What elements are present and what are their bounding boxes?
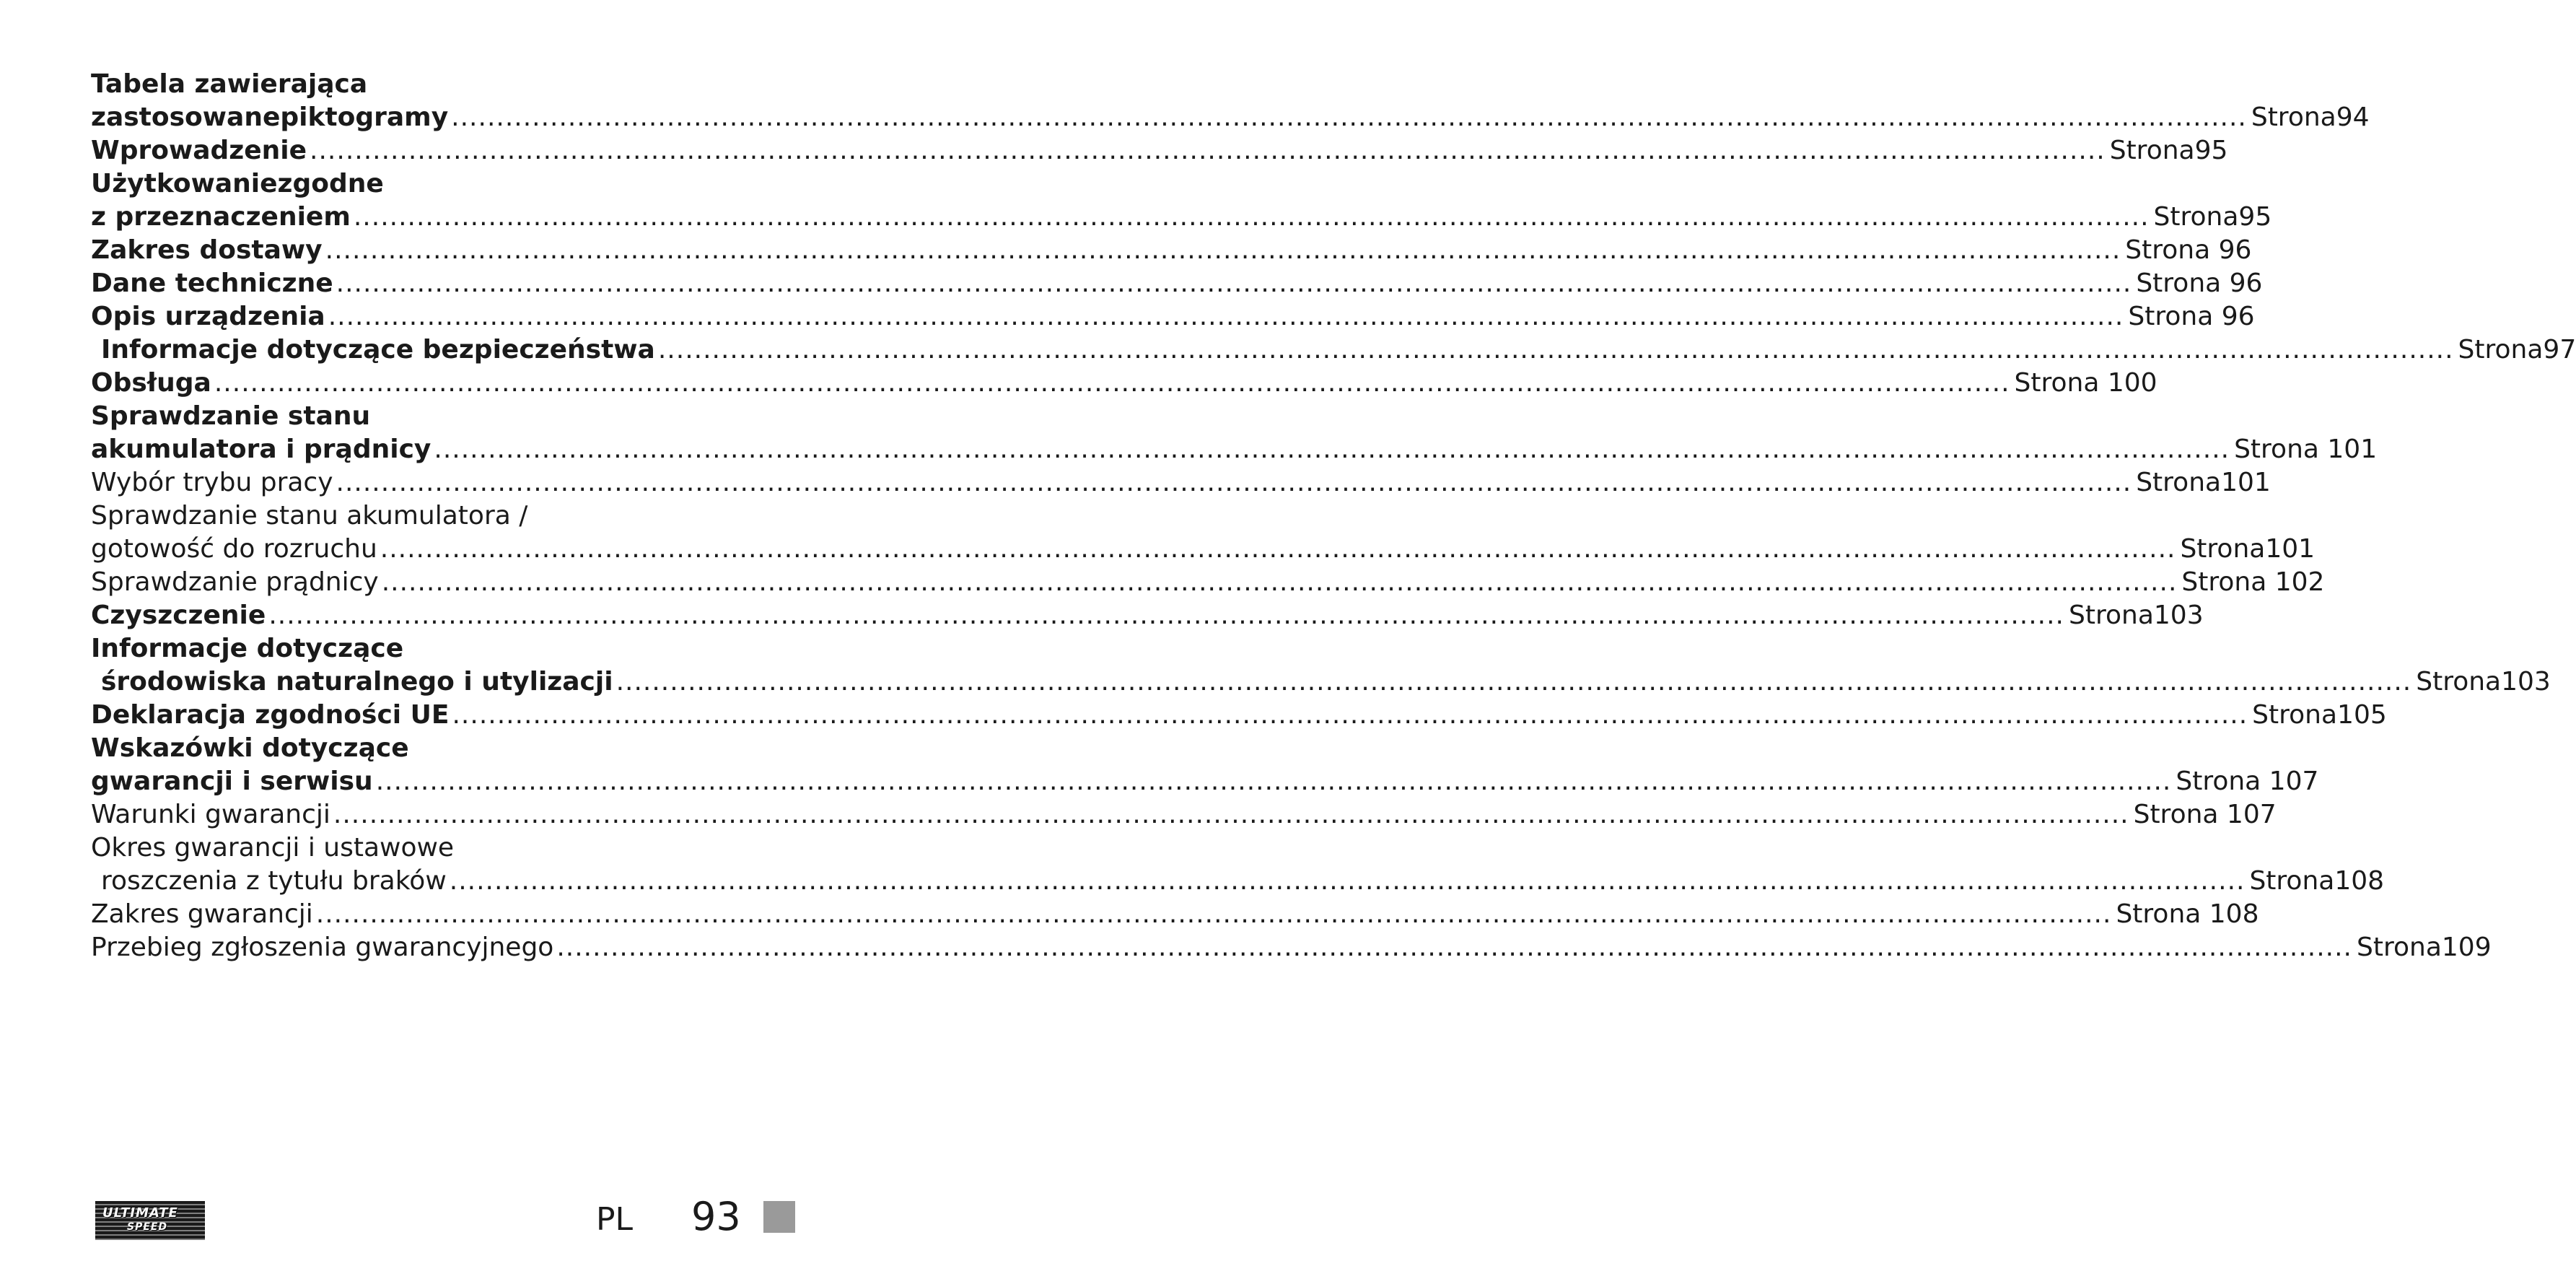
toc-entry-title: Wskazówki dotyczące [91,733,409,763]
toc-entry-title: akumulatora i prądnicy [91,435,431,464]
toc-entry-page: Strona 100 [2014,368,2157,398]
toc-leader-dots: ........................................................................................................................................................................................................ [451,102,2247,132]
toc-entry-title: Wprowadzenie [91,136,307,165]
toc-leader-dots: ........................................................................................................................................................................................................ [375,767,2172,796]
toc-entry-title: Czyszczenie [91,601,266,630]
toc-leader-dots: ........................................................................................................................................................................................................ [449,866,2246,896]
toc-entry [91,931,2492,964]
toc-entry-title: środowiska naturalnego i utylizacji [101,667,613,697]
toc-entry-title: z przeznaczeniem [91,202,351,232]
toc-entry-title: Okres gwarancji i ustawowe [91,833,455,863]
toc-entry-title: gotowość do rozruchu [91,534,377,564]
toc-entry-page: Strona 107 [2176,767,2319,796]
toc-entry-title: Zakres gwarancji [91,899,313,929]
toc-entry [91,101,2370,134]
toc-entry [91,367,2157,400]
toc-entry-title: Sprawdzanie prądnicy [91,567,379,597]
toc-entry-title: Dane techniczne [91,269,333,298]
toc-entry-page: Strona95 [2153,202,2272,232]
toc-entry [91,300,2255,333]
toc-entry [91,765,2319,798]
toc-entry [91,433,2378,466]
toc-leader-dots: ........................................................................................................................................................................................................ [310,136,2106,165]
toc-entry [91,898,2259,931]
toc-entry-title: roszczenia z tytułu braków [101,866,447,896]
toc-entry-title: Sprawdzanie stanu [91,401,371,431]
toc-leader-dots: ........................................................................................................................................................................................................ [434,435,2230,464]
toc-entry-page: Strona94 [2251,102,2370,132]
toc-entry-page: Strona103 [2416,667,2551,697]
toc-entry [91,134,2228,167]
toc-entry-title: Opis urządzenia [91,302,325,331]
toc-leader-dots: ........................................................................................................................................................................................................ [336,269,2132,298]
toc-entry [91,599,2204,632]
toc-entry-page: Strona101 [2136,468,2271,497]
toc-leader-dots: ........................................................................................................................................................................................................ [336,468,2132,497]
toc-entry-page: Strona 101 [2234,435,2378,464]
toc-entry [91,499,820,533]
toc-entry-title: Użytkowaniezgodne [91,169,384,198]
toc-leader-dots: ........................................................................................................................................................................................................ [333,800,2129,829]
logo-text-speed: SPEED [127,1221,168,1233]
toc-leader-dots: ........................................................................................................................................................................................................ [315,899,2112,929]
toc-entry-page: Strona 108 [2116,899,2259,929]
toc-entry [91,732,820,765]
toc-entry [91,533,2316,566]
toc-entry-page: Strona101 [2180,534,2316,564]
toc-entry-title: gwarancji i serwisu [91,767,373,796]
toc-leader-dots: ........................................................................................................................................................................................................ [214,368,2010,398]
toc-entry [91,798,2277,831]
toc-entry [91,665,2551,699]
toc-leader-dots: ........................................................................................................................................................................................................ [380,534,2176,564]
toc-entry-page: Strona97 [2458,335,2576,364]
logo-text-ultimate: ULTIMATE [102,1205,178,1221]
toc-entry [91,68,820,101]
toc-leader-dots: ........................................................................................................................................................................................................ [381,567,2178,597]
toc-entry-title: Deklaracja zgodności UE [91,700,450,730]
toc-entry-page: Strona 102 [2181,567,2325,597]
toc-leader-dots: ........................................................................................................................................................................................................ [353,202,2150,232]
toc-entry-page: Strona 96 [2136,269,2263,298]
table-of-contents [91,68,2576,964]
toc-leader-dots: ........................................................................................................................................................................................................ [268,601,2064,630]
toc-entry [91,400,820,433]
page-number: 93 [691,1194,741,1239]
toc-entry [91,831,820,865]
toc-leader-dots: ........................................................................................................................................................................................................ [615,667,2412,697]
toc-leader-dots: ........................................................................................................................................................................................................ [556,933,2352,962]
toc-entry [91,234,2252,267]
toc-entry-title: Obsługa [91,368,211,398]
toc-entry-page: Strona105 [2252,700,2387,730]
toc-entry-title: Sprawdzanie stanu akumulatora / [91,501,528,531]
toc-entry-page: Strona108 [2249,866,2385,896]
toc-entry-page: Strona 107 [2133,800,2277,829]
toc-entry [91,632,820,665]
toc-entry-title: Tabela zawierająca [91,69,368,99]
toc-entry [91,167,820,201]
toc-leader-dots: ........................................................................................................................................................................................................ [657,335,2454,364]
toc-entry-title: Informacje dotyczące bezpieczeństwa [101,335,655,364]
brand-logo [95,1201,205,1240]
toc-entry-page: Strona 96 [2128,302,2255,331]
page-marker-square [763,1201,795,1233]
toc-entry [91,566,2325,599]
toc-entry [91,699,2387,732]
toc-entry-page: Strona 96 [2125,235,2252,265]
toc-leader-dots: ........................................................................................................................................................................................................ [325,235,2121,265]
toc-entry-page: Strona95 [2109,136,2228,165]
toc-entry-title: Warunki gwarancji [91,800,330,829]
toc-entry [91,201,2272,234]
toc-entry [91,466,2271,499]
toc-entry [91,333,2576,367]
toc-entry-title: Przebieg zgłoszenia gwarancyjnego [91,933,554,962]
toc-leader-dots: ........................................................................................................................................................................................................ [452,700,2248,730]
toc-entry-title: Zakres dostawy [91,235,323,265]
toc-entry-page: Strona109 [2357,933,2492,962]
toc-entry-page: Strona103 [2069,601,2204,630]
language-code: PL [596,1201,634,1238]
toc-entry-title: Wybór trybu pracy [91,468,333,497]
toc-entry [91,267,2263,300]
toc-entry-title: zastosowanepiktogramy [91,102,449,132]
toc-leader-dots: ........................................................................................................................................................................................................ [328,302,2124,331]
toc-entry-title: Informacje dotyczące [91,634,404,663]
toc-entry [91,865,2385,898]
